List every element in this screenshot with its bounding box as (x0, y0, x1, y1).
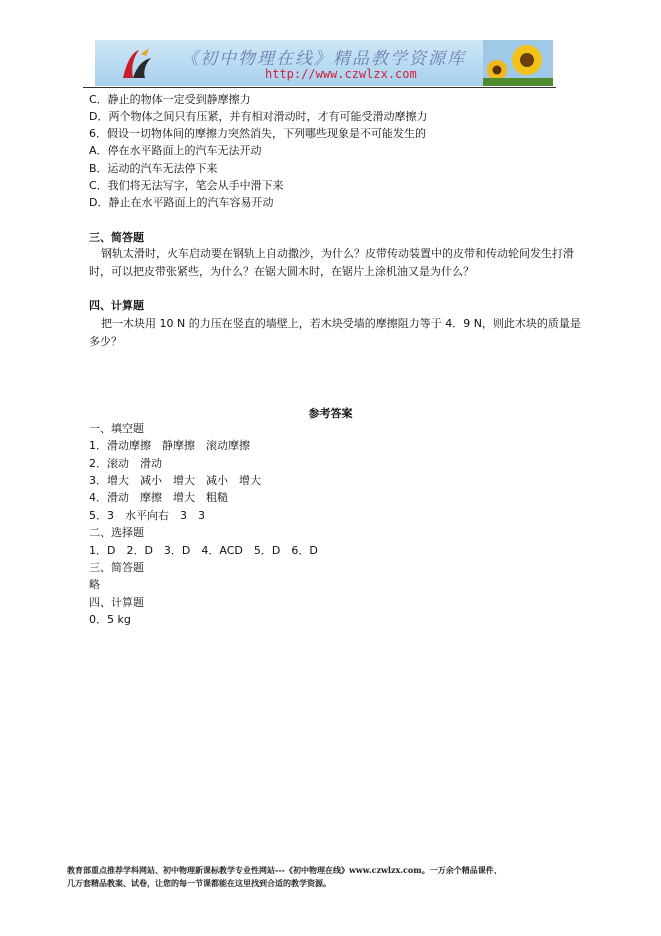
section-3-heading: 三、简答题 (89, 231, 144, 244)
answer-line: 2．滚动 滑动 (89, 457, 162, 470)
answers-title: 参考答案 (308, 407, 353, 420)
section-4-heading: 四、计算题 (89, 299, 144, 312)
footer-line-2: 几万套精品教案、试卷，让您的每一节课都能在这里找到合适的教学资源。 (67, 878, 331, 888)
answer-line: 三、简答题 (89, 561, 144, 574)
answer-line: 四、计算题 (89, 596, 144, 609)
option-c-static: C．静止的物体一定受到静摩擦力 (89, 93, 251, 106)
answer-line: 1．D 2．D 3．D 4．ACD 5．D 6．D (89, 544, 318, 557)
answer-line: 3．增大 减小 增大 减小 增大 (89, 474, 261, 487)
page-footer (67, 864, 607, 890)
header-rule (83, 87, 556, 88)
section-3-text: 钢轨太滑时，火车启动要在钢轨上自动撒沙，为什么？皮带传动装置中的皮带和传动轮间发生打滑时，可以把皮带张紧些，为什么？在锯大圆木时，在锯片上涂机油又是为什么？ (89, 247, 574, 278)
question-6-option-b: B．运动的汽车无法停下来 (89, 162, 218, 175)
answer-line: 5．3 水平向右 3 3 (89, 509, 205, 522)
answer-line: 1．滑动摩擦 静摩擦 滚动摩擦 (89, 439, 250, 452)
answer-line: 略 (89, 578, 100, 591)
footer-line-1: 教育部重点推荐学科网站、初中物理新课标教学专业性网站---《初中物理在线》www.czwlzx.com。一万余个精品课件、 (67, 865, 502, 875)
question-6: 6．假设一切物体间的摩擦力突然消失，下列哪些现象是不可能发生的 (89, 127, 426, 140)
answer-line: 4．滑动 摩擦 增大 粗糙 (89, 491, 228, 504)
question-6-option-a: A．停在水平路面上的汽车无法开动 (89, 144, 262, 157)
question-6-option-d: D．静止在水平路面上的汽车容易开动 (89, 196, 274, 209)
answer-line: 0．5 kg (89, 613, 131, 626)
answer-line: 二、选择题 (89, 526, 144, 539)
sunflower-image (483, 40, 553, 86)
answer-line: 一、填空题 (89, 422, 144, 435)
section-4-text: 把一木块用 10 N 的力压在竖直的墙壁上，若木块受墙的摩擦阻力等于 4．9 N，则此木块的质量是多少？ (89, 317, 581, 348)
question-6-option-c: C．我们将无法写字，笔会从手中滑下来 (89, 179, 284, 192)
header-banner (95, 40, 553, 86)
banner-title: 《初中物理在线》精品教学资源库 (181, 49, 466, 69)
option-d-sliding: D．两个物体之间只有压紧，并有相对滑动时，才有可能受滑动摩擦力 (89, 110, 428, 123)
banner-url[interactable]: http://www.czwlzx.com (265, 67, 417, 81)
site-logo (119, 46, 153, 82)
